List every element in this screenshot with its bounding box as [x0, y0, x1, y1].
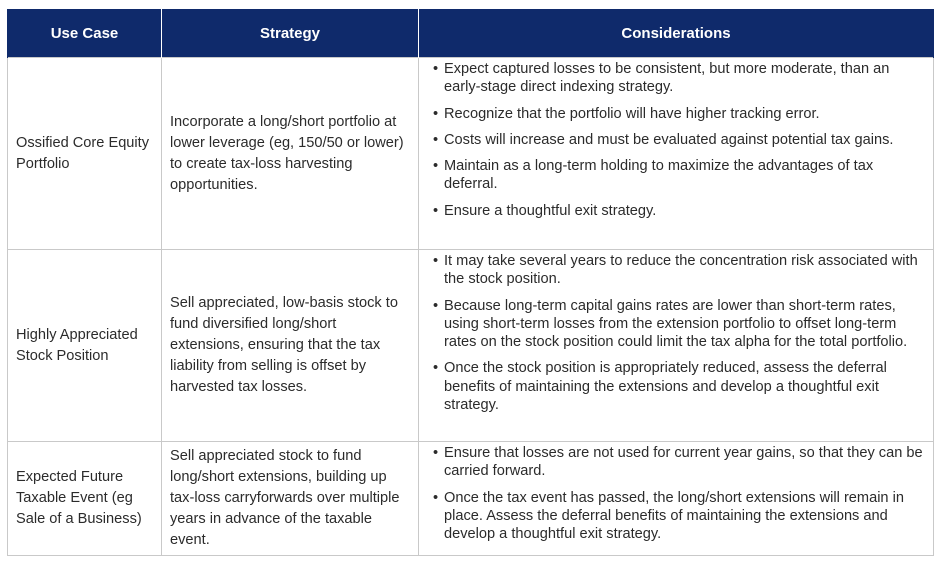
table-row	[8, 442, 934, 556]
list-item: • It may take several years to reduce the concentration risk associated with the stock position.	[433, 253, 918, 288]
bullet-icon: •	[433, 158, 439, 175]
bullet-icon: •	[433, 445, 439, 461]
table-row	[8, 58, 934, 250]
bullet-icon: •	[433, 297, 439, 314]
header-considerations: Considerations	[419, 9, 934, 58]
header-strategy: Strategy	[162, 9, 419, 58]
list-item: • Ensure that losses are not used for current year gains, so that they can be carried forward.	[433, 445, 923, 480]
list-item: • Recognize that the portfolio will have higher tracking error.	[433, 105, 820, 122]
strategy-cell: Sell appreciated stock to fund long/short extensions, building up tax-loss carryforwards over multiple years in advance of the taxable event.	[162, 442, 419, 556]
considerations-list	[433, 444, 925, 543]
list-item: • Ensure a thoughtful exit strategy.	[433, 202, 657, 219]
bullet-icon: •	[433, 202, 439, 219]
considerations-cell	[419, 442, 934, 556]
use-case-cell: Highly Appreciated Stock Position	[8, 250, 162, 442]
bullet-icon: •	[433, 253, 439, 269]
bullet-icon: •	[433, 131, 439, 148]
strategy-table	[7, 9, 934, 556]
considerations-list	[433, 252, 925, 414]
table-header-row	[8, 9, 934, 58]
list-item: • Expect captured losses to be consistent, but more moderate, than an early-stage direct indexing strategy.	[433, 61, 890, 96]
bullet-icon: •	[433, 360, 439, 377]
strategy-cell: Sell appreciated, low-basis stock to fund diversified long/short extensions, ensuring that the tax liability from selling is offset by harvested tax losses.	[162, 250, 419, 442]
list-item: • Once the stock position is appropriately reduced, assess the deferral benefits of maintaining the extensions and develop a thoughtful exit strategy.	[433, 360, 887, 414]
list-item: • Once the tax event has passed, the long/short extensions will remain in place. Assess the deferral benefits of maintaining the extensions and develop a thoughtful exit strategy.	[433, 489, 904, 543]
list-item: • Costs will increase and must be evaluated against potential tax gains.	[433, 131, 894, 148]
bullet-icon: •	[433, 489, 439, 506]
bullet-icon: •	[433, 61, 439, 77]
considerations-list	[433, 60, 925, 220]
table-row	[8, 250, 934, 442]
use-case-cell: Ossified Core Equity Portfolio	[8, 58, 162, 250]
strategy-cell: Incorporate a long/short portfolio at lower leverage (eg, 150/50 or lower) to create tax-loss harvesting opportunities.	[162, 58, 419, 250]
bullet-icon: •	[433, 105, 439, 122]
considerations-cell	[419, 250, 934, 442]
considerations-cell	[419, 58, 934, 250]
header-use-case: Use Case	[8, 9, 162, 58]
list-item: • Because long-term capital gains rates are lower than short-term rates, using short-term losses from the extension portfolio to offset long-term rates on the stock position could limit the tax alpha for the total portfolio.	[433, 297, 908, 351]
strategy-table-container	[7, 9, 933, 556]
use-case-cell: Expected Future Taxable Event (eg Sale of a Business)	[8, 442, 162, 556]
list-item: • Maintain as a long-term holding to maximize the advantages of tax deferral.	[433, 158, 874, 193]
